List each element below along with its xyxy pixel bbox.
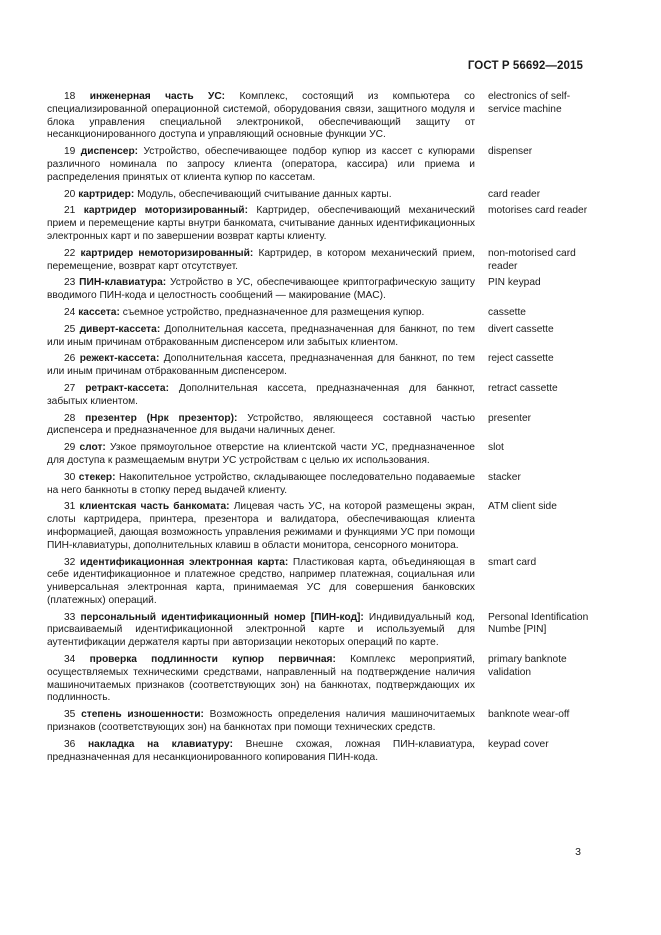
term-name: персональный идентификационный номер [ПИН-код]: [80, 611, 364, 623]
term-english: presenter [488, 412, 532, 424]
term-english: retract cassette [488, 382, 558, 394]
term-definition [47, 307, 475, 320]
term-definition [47, 353, 475, 379]
term-definition [47, 501, 475, 552]
term-number: 22 [64, 247, 76, 259]
term-text: Дополнительная кассета, предназначенная для банкнот, по тем или иным причинам отбракованным диспенсером. [47, 353, 475, 378]
term-entry [47, 709, 592, 735]
term-name: инженерная часть УС: [89, 91, 226, 102]
term-definition [47, 324, 475, 350]
term-number: 30 [64, 471, 76, 483]
term-english: ATM client side [488, 501, 557, 513]
term-number: 23 [64, 277, 76, 289]
term-entry [47, 383, 592, 409]
term-name: клиентская часть банкомата: [79, 501, 230, 513]
term-entry [47, 739, 592, 765]
term-english: electronics of self-service machine [488, 91, 571, 115]
term-text: Устройство, являющееся составной частью диспенсера и предназначенное для выдачи наличных денег. [47, 412, 475, 437]
term-number: 28 [64, 412, 76, 424]
term-entry [47, 307, 592, 320]
term-entry [47, 324, 592, 350]
term-definition [47, 189, 475, 202]
term-entry [47, 189, 592, 202]
term-text: Модуль, обеспечивающий считывание данных карты. [137, 188, 392, 200]
term-definition [47, 146, 475, 184]
page-number: 3 [575, 846, 581, 858]
term-name: кассета: [78, 306, 120, 318]
term-entry [47, 146, 592, 184]
term-english: Personal Identification Numbe [PIN] [488, 611, 589, 636]
term-english: keypad cover [488, 738, 549, 750]
term-name: презентер (Нрк презентор): [85, 412, 238, 424]
term-name: степень изношенности: [81, 709, 204, 721]
term-text: Картридер, в котором механический прием, перемещение, возврат карт отсутствует. [47, 247, 475, 272]
term-name: накладка на клавиатуру: [88, 738, 233, 750]
term-entry [47, 353, 592, 379]
term-entry [47, 248, 592, 274]
term-text: Возможность определения наличия машиночитаемых признаков (соответствующих зон) на банкнотах при помощи технических средств. [47, 709, 475, 734]
term-english: PIN keypad [488, 277, 541, 289]
term-definition [47, 654, 475, 705]
term-entry [47, 472, 592, 498]
term-text: Узкое прямоугольное отверстие на клиентской части УС, предназначенное для доступа к размещаемым внутри УС устройствам с целью их использования. [47, 442, 475, 466]
term-number: 32 [64, 556, 76, 568]
term-text: Накопительное устройство, складывающее последовательно подаваемые на него банкноты в стопку перед выдачей клиенту. [47, 471, 475, 496]
terms-list [47, 91, 592, 768]
term-entry [47, 413, 592, 439]
term-entry [47, 277, 592, 303]
term-english: slot [488, 442, 504, 454]
term-english: dispenser [488, 146, 533, 158]
term-english: divert cassette [488, 323, 554, 335]
term-definition [47, 248, 475, 274]
term-number: 34 [64, 654, 76, 666]
term-text: Индивидуальный код, присваиваемый идентификационной электронной карте и используемый для аутентификации держателя карты при авторизации некоторых операций по карте. [47, 611, 475, 649]
term-english: stacker [488, 471, 521, 483]
term-text: Внешне схожая, ложная ПИН-клавиатура, предназначенная для несанкционированного копирования ПИН-кода. [47, 738, 475, 763]
term-entry [47, 442, 592, 468]
term-entry [47, 501, 592, 552]
term-number: 31 [64, 501, 76, 513]
term-number: 20 [64, 188, 76, 200]
term-english: smart card [488, 556, 537, 568]
term-name: слот: [79, 442, 106, 454]
term-number: 21 [64, 205, 76, 217]
term-number: 33 [64, 611, 76, 623]
term-number: 36 [64, 738, 76, 750]
term-definition [47, 612, 475, 650]
term-text: Пластиковая карта, объединяющая в себе идентификационное и платежное средство, например платежная, социальная или универсальная электронная карта, принимаемая УС для совершения банковских (платежных) операций. [47, 556, 476, 606]
term-definition [47, 442, 475, 468]
term-text: Дополнительная кассета, предназначенная для банкнот, по тем или иным причинам отбракованным диспенсером или забытых клиентом. [47, 323, 475, 348]
term-entry [47, 205, 592, 243]
term-entry [47, 91, 592, 142]
term-english: reject cassette [488, 353, 554, 365]
term-text: Лицевая часть УС, на которой размещены экран, слоты картридера, принтера, презентора и валидатора, обеспечивающая клиента информацией, дающая возможность управления режимами и функциями УС при помощи ПИН-клавиатуры, дополнительных клавиш в области монитора, сенсорного монитора. [47, 501, 475, 551]
term-entry [47, 557, 592, 608]
term-definition [47, 277, 475, 303]
term-name: ПИН-клавиатура: [79, 277, 167, 289]
term-text: Дополнительная кассета, предназначенная для банкнот, забытых клиентом. [47, 382, 475, 407]
term-english: primary banknote validation [488, 654, 567, 678]
term-definition [47, 205, 475, 243]
term-name: диспенсер: [80, 146, 139, 158]
term-number: 27 [64, 382, 76, 394]
term-text: Устройство, обеспечивающее подбор купюр из кассет с купюрами различного номинала по запросу клиента (оператора, кассира) или приема и распределения принятых от клиента купюр по кассетам. [47, 146, 475, 183]
term-name: ретракт-кассета: [85, 382, 169, 394]
term-definition [47, 413, 475, 439]
term-name: картридер: [78, 188, 135, 200]
term-text: Картридер, обеспечивающий механический прием и перемещение карты внутри банкомата, считывание данных идентификационных электронных карт и по завершении возврат карты клиенту. [47, 205, 475, 242]
term-name: стекер: [78, 471, 116, 483]
term-english: card reader [488, 188, 541, 200]
term-number: 35 [64, 709, 76, 721]
term-name: картридер немоторизированный: [80, 247, 254, 259]
document-standard-header: ГОСТ Р 56692—2015 [467, 60, 583, 72]
term-definition [47, 383, 475, 409]
term-number: 29 [64, 442, 76, 454]
term-number: 18 [64, 91, 76, 102]
term-entry [47, 654, 592, 705]
term-number: 26 [64, 353, 76, 365]
term-name: идентификационная электронная карта: [79, 556, 289, 568]
term-number: 25 [64, 323, 76, 335]
term-english: non-motorised card reader [488, 247, 576, 272]
term-definition [47, 472, 475, 498]
term-definition [47, 739, 475, 765]
term-english: banknote wear-off [488, 709, 570, 721]
term-english: cassette [488, 306, 526, 318]
term-text: Комплекс, состоящий из компьютера со специализированной операционной системой, оборудования связи, защитного модуля и блока управления специальной электроникой, обеспечивающий защиту от несанкционированного доступа и управляющий основные функции УС. [47, 91, 475, 141]
term-text: съемное устройство, предназначенное для размещения купюр. [122, 306, 425, 318]
term-number: 19 [64, 146, 76, 158]
term-entry [47, 612, 592, 650]
term-name: картридер моторизированный: [83, 205, 248, 217]
term-name: диверт-кассета: [79, 323, 161, 335]
term-english: motorises card reader [488, 205, 588, 217]
term-text: Устройство в УС, обеспечивающее криптографическую защиту вводимого ПИН-кода и целостность сообщений — макирование (MAC). [47, 277, 475, 302]
term-definition [47, 557, 475, 608]
term-name: проверка подлинности купюр первичная: [89, 654, 336, 666]
term-number: 24 [64, 306, 76, 318]
term-definition [47, 91, 475, 142]
term-definition [47, 709, 475, 735]
term-text: Комплекс мероприятий, осуществляемых техническими средствами, направленный на подтверждение наличия машиночитаемых признаков (соответствующих зон) на банкнотах, подтверждающих их подлинность. [47, 654, 475, 704]
term-name: режект-кассета: [79, 353, 160, 365]
